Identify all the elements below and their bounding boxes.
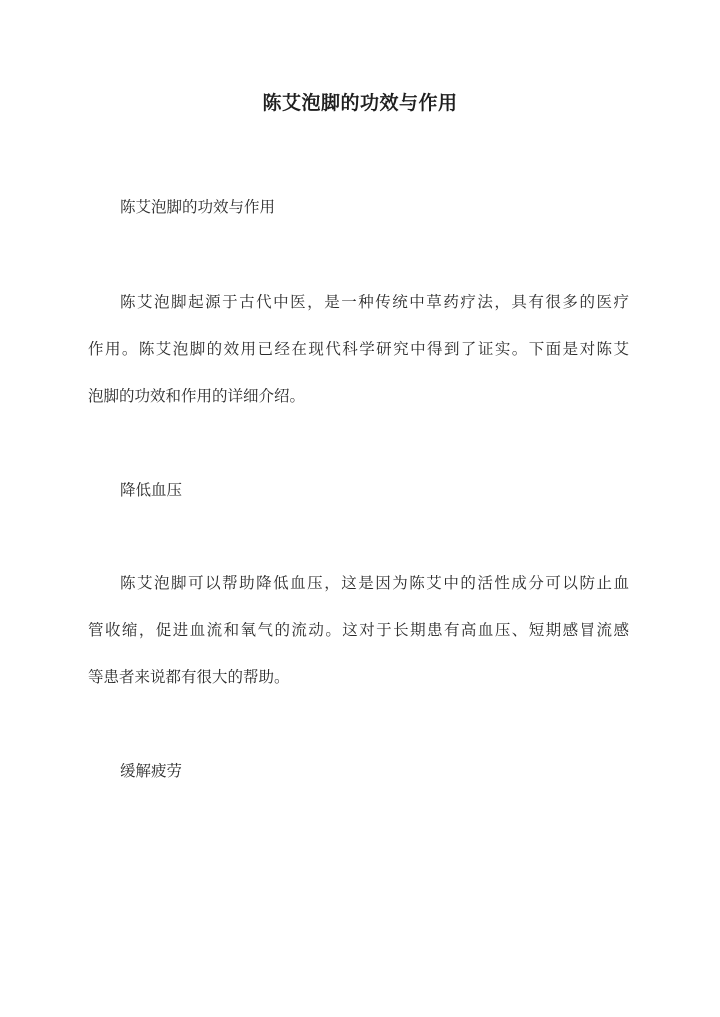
- paragraph-line: 管收缩，促进血流和氧气的流动。这对于长期患有高血压、短期感冒流感: [88, 621, 629, 639]
- section-heading-fatigue: 缓解疲劳: [120, 762, 183, 780]
- paragraph-line: 陈艾泡脚起源于古代中医，是一种传统中草药疗法，具有很多的医疗: [120, 293, 629, 311]
- paragraph-line: 作用。陈艾泡脚的效用已经在现代科学研究中得到了证实。下面是对陈艾: [88, 340, 629, 358]
- paragraph-line: 等患者来说都有很大的帮助。: [88, 668, 290, 686]
- section-heading-intro: 陈艾泡脚的功效与作用: [120, 198, 276, 216]
- paragraph-line: 泡脚的功效和作用的详细介绍。: [88, 387, 306, 405]
- section-heading-blood-pressure: 降低血压: [120, 481, 183, 499]
- document-title: 陈艾泡脚的功效与作用: [262, 92, 458, 114]
- paragraph-line: 陈艾泡脚可以帮助降低血压，这是因为陈艾中的活性成分可以防止血: [120, 574, 629, 592]
